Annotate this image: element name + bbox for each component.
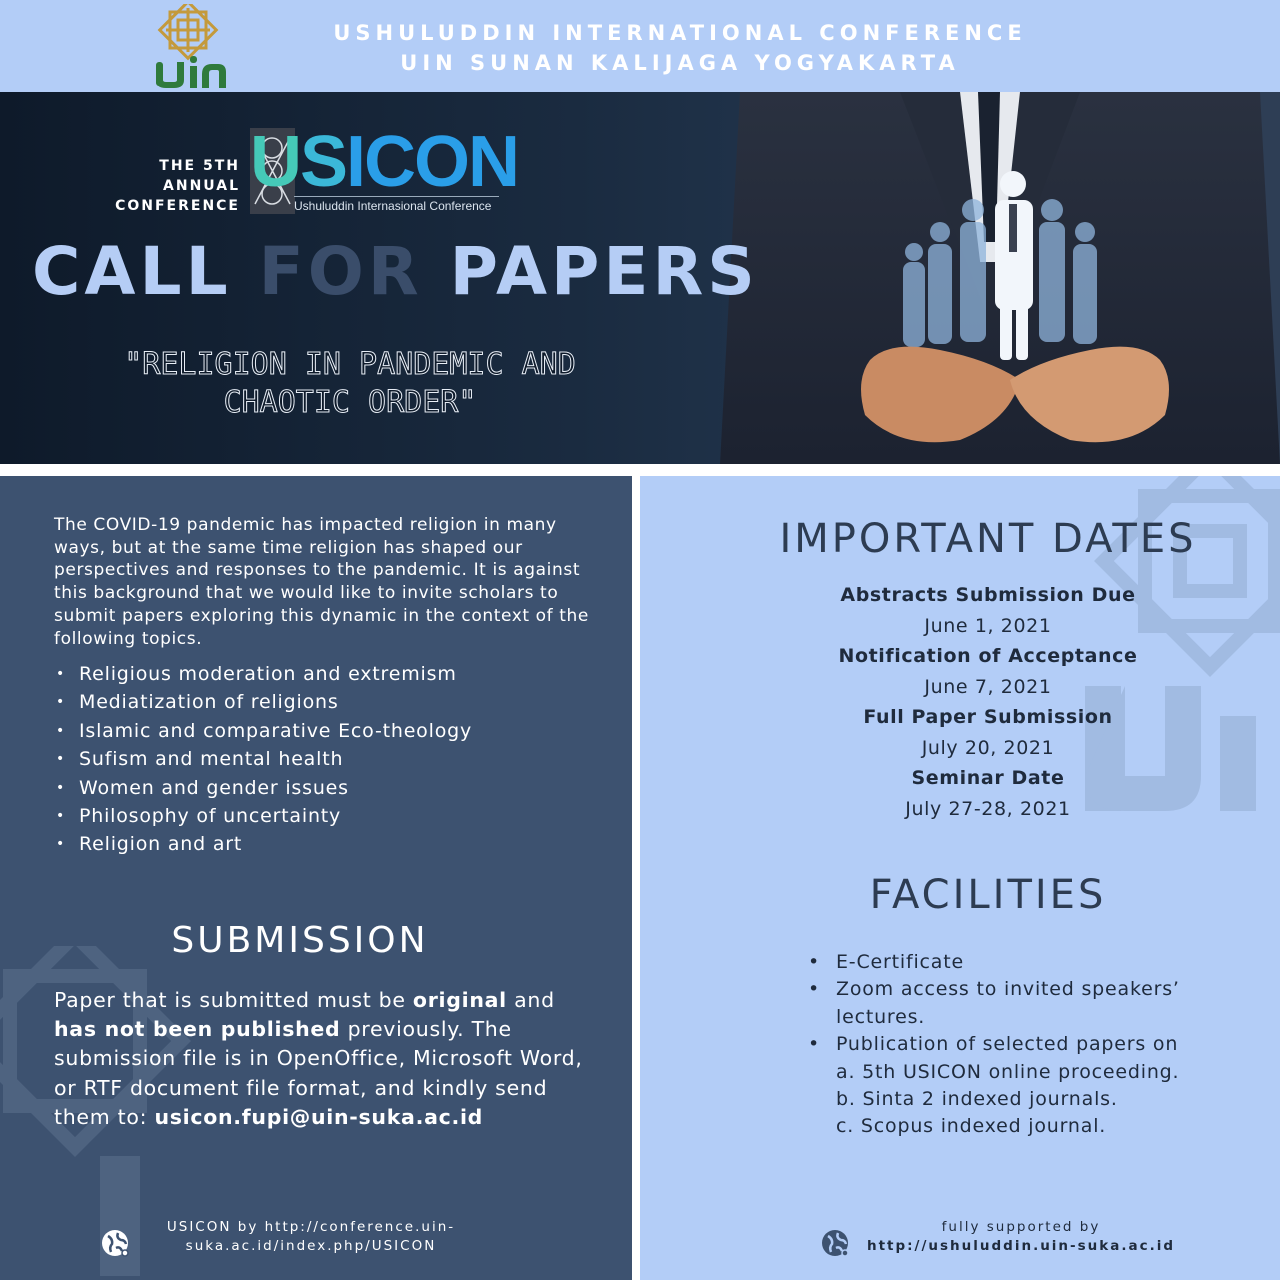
date-value: July 20, 2021 — [921, 736, 1055, 759]
right-footer-line-1: fully supported by — [941, 1219, 1101, 1235]
list-subitem: c. Scopus indexed journal. — [836, 1115, 1107, 1138]
date-value: July 27-28, 2021 — [905, 797, 1071, 820]
date-label: Notification of Acceptance — [838, 645, 1138, 667]
call-for-papers-heading — [32, 232, 759, 312]
title-line-1: USHULUDDIN INTERNATIONAL CONFERENCE — [333, 21, 1027, 45]
conference-title — [330, 18, 1030, 78]
submission-emphasis: has not been published — [54, 1017, 341, 1042]
important-dates-list — [640, 580, 1280, 824]
topics-panel — [0, 476, 632, 1280]
usicon-subtitle: Ushuluddin Internasional Conference — [294, 196, 499, 213]
date-label: Seminar Date — [911, 767, 1065, 789]
list-item: • Sufism and mental health — [54, 745, 610, 773]
date-value: June 7, 2021 — [924, 675, 1052, 698]
list-item: • Women and gender issues — [54, 774, 610, 802]
hero-banner — [0, 92, 1280, 464]
conference-theme — [90, 346, 610, 422]
cfp-word-for: FOR — [258, 233, 423, 310]
edition-line-2: ANNUAL — [163, 178, 240, 194]
facilities-heading: FACILITIES — [869, 872, 1107, 918]
left-footer-text[interactable] — [146, 1218, 476, 1256]
globe-icon — [820, 1228, 850, 1258]
topics-list — [54, 660, 610, 859]
important-dates-heading: IMPORTANT DATES — [779, 516, 1197, 562]
brand-rest: ICON — [346, 122, 519, 202]
submission-email-link[interactable]: usicon.fupi@uin-suka.ac.id — [154, 1104, 484, 1129]
hands-holding-people-image — [700, 92, 1280, 464]
facilities-list — [808, 949, 1228, 1141]
list-item: • Religious moderation and extremism — [54, 660, 610, 688]
submission-text — [54, 986, 594, 1132]
theme-line-1: "RELIGION IN PANDEMIC AND — [124, 347, 576, 382]
title-line-2: UIN SUNAN KALIJAGA YOGYAKARTA — [400, 51, 960, 75]
brand-s: S — [300, 122, 347, 202]
date-label: Full Paper Submission — [863, 706, 1113, 728]
cfp-word-call: CALL — [32, 233, 232, 310]
globe-icon — [100, 1228, 130, 1258]
brand-u: U — [250, 122, 300, 202]
date-label: Abstracts Submission Due — [840, 584, 1136, 606]
edition-line-3: CONFERENCE — [115, 198, 240, 214]
edition-line-1: THE 5TH — [159, 158, 240, 174]
right-footer-url: http://ushuluddin.uin-suka.ac.id — [866, 1238, 1176, 1254]
left-footer-line-2: suka.ac.id/index.php/USICON — [185, 1238, 437, 1254]
header-bar — [0, 0, 1280, 92]
usicon-logo — [250, 122, 518, 202]
list-item: • Publication of selected papers on — [808, 1031, 1228, 1058]
date-value: June 1, 2021 — [924, 614, 1052, 637]
submission-text-part: and — [506, 988, 555, 1012]
right-footer-text[interactable] — [866, 1218, 1176, 1256]
list-item: • Mediatization of religions — [54, 688, 610, 716]
submission-heading: SUBMISSION — [171, 920, 429, 961]
list-item: • E-Certificate — [808, 949, 1228, 976]
cfp-word-papers: PAPERS — [449, 233, 759, 310]
list-item: • Islamic and comparative Eco-theology — [54, 717, 610, 745]
list-item: • Zoom access to invited speakers’ lectures. — [808, 976, 1228, 1031]
list-item: • Philosophy of uncertainty — [54, 802, 610, 830]
theme-line-2: CHAOTIC ORDER" — [223, 385, 477, 420]
submission-text-part: previously. The submission file is in OpenOffice, Microsoft Word, or RTF document file format, and kindly send them to: — [54, 1017, 583, 1129]
left-footer-line-1: USICON by http://conference.uin- — [166, 1219, 456, 1235]
list-subitem: b. Sinta 2 indexed journals. — [836, 1088, 1118, 1111]
list-subitem: a. 5th USICON online proceeding. — [836, 1060, 1180, 1083]
edition-label — [110, 156, 240, 216]
list-item: • Religion and art — [54, 830, 610, 858]
intro-paragraph: The COVID-19 pandemic has impacted religion in many ways, but at the same time religion has shaped our perspectives and responses to the pandemic. It is against this background that we would like to invite scholars to submit papers exploring this dynamic in the context of the following topics. — [54, 515, 589, 649]
submission-emphasis: original — [412, 988, 507, 1012]
uin-logo-icon — [150, 4, 230, 90]
submission-text-part: Paper that is submitted must be — [54, 988, 413, 1012]
dates-facilities-panel — [640, 476, 1280, 1280]
